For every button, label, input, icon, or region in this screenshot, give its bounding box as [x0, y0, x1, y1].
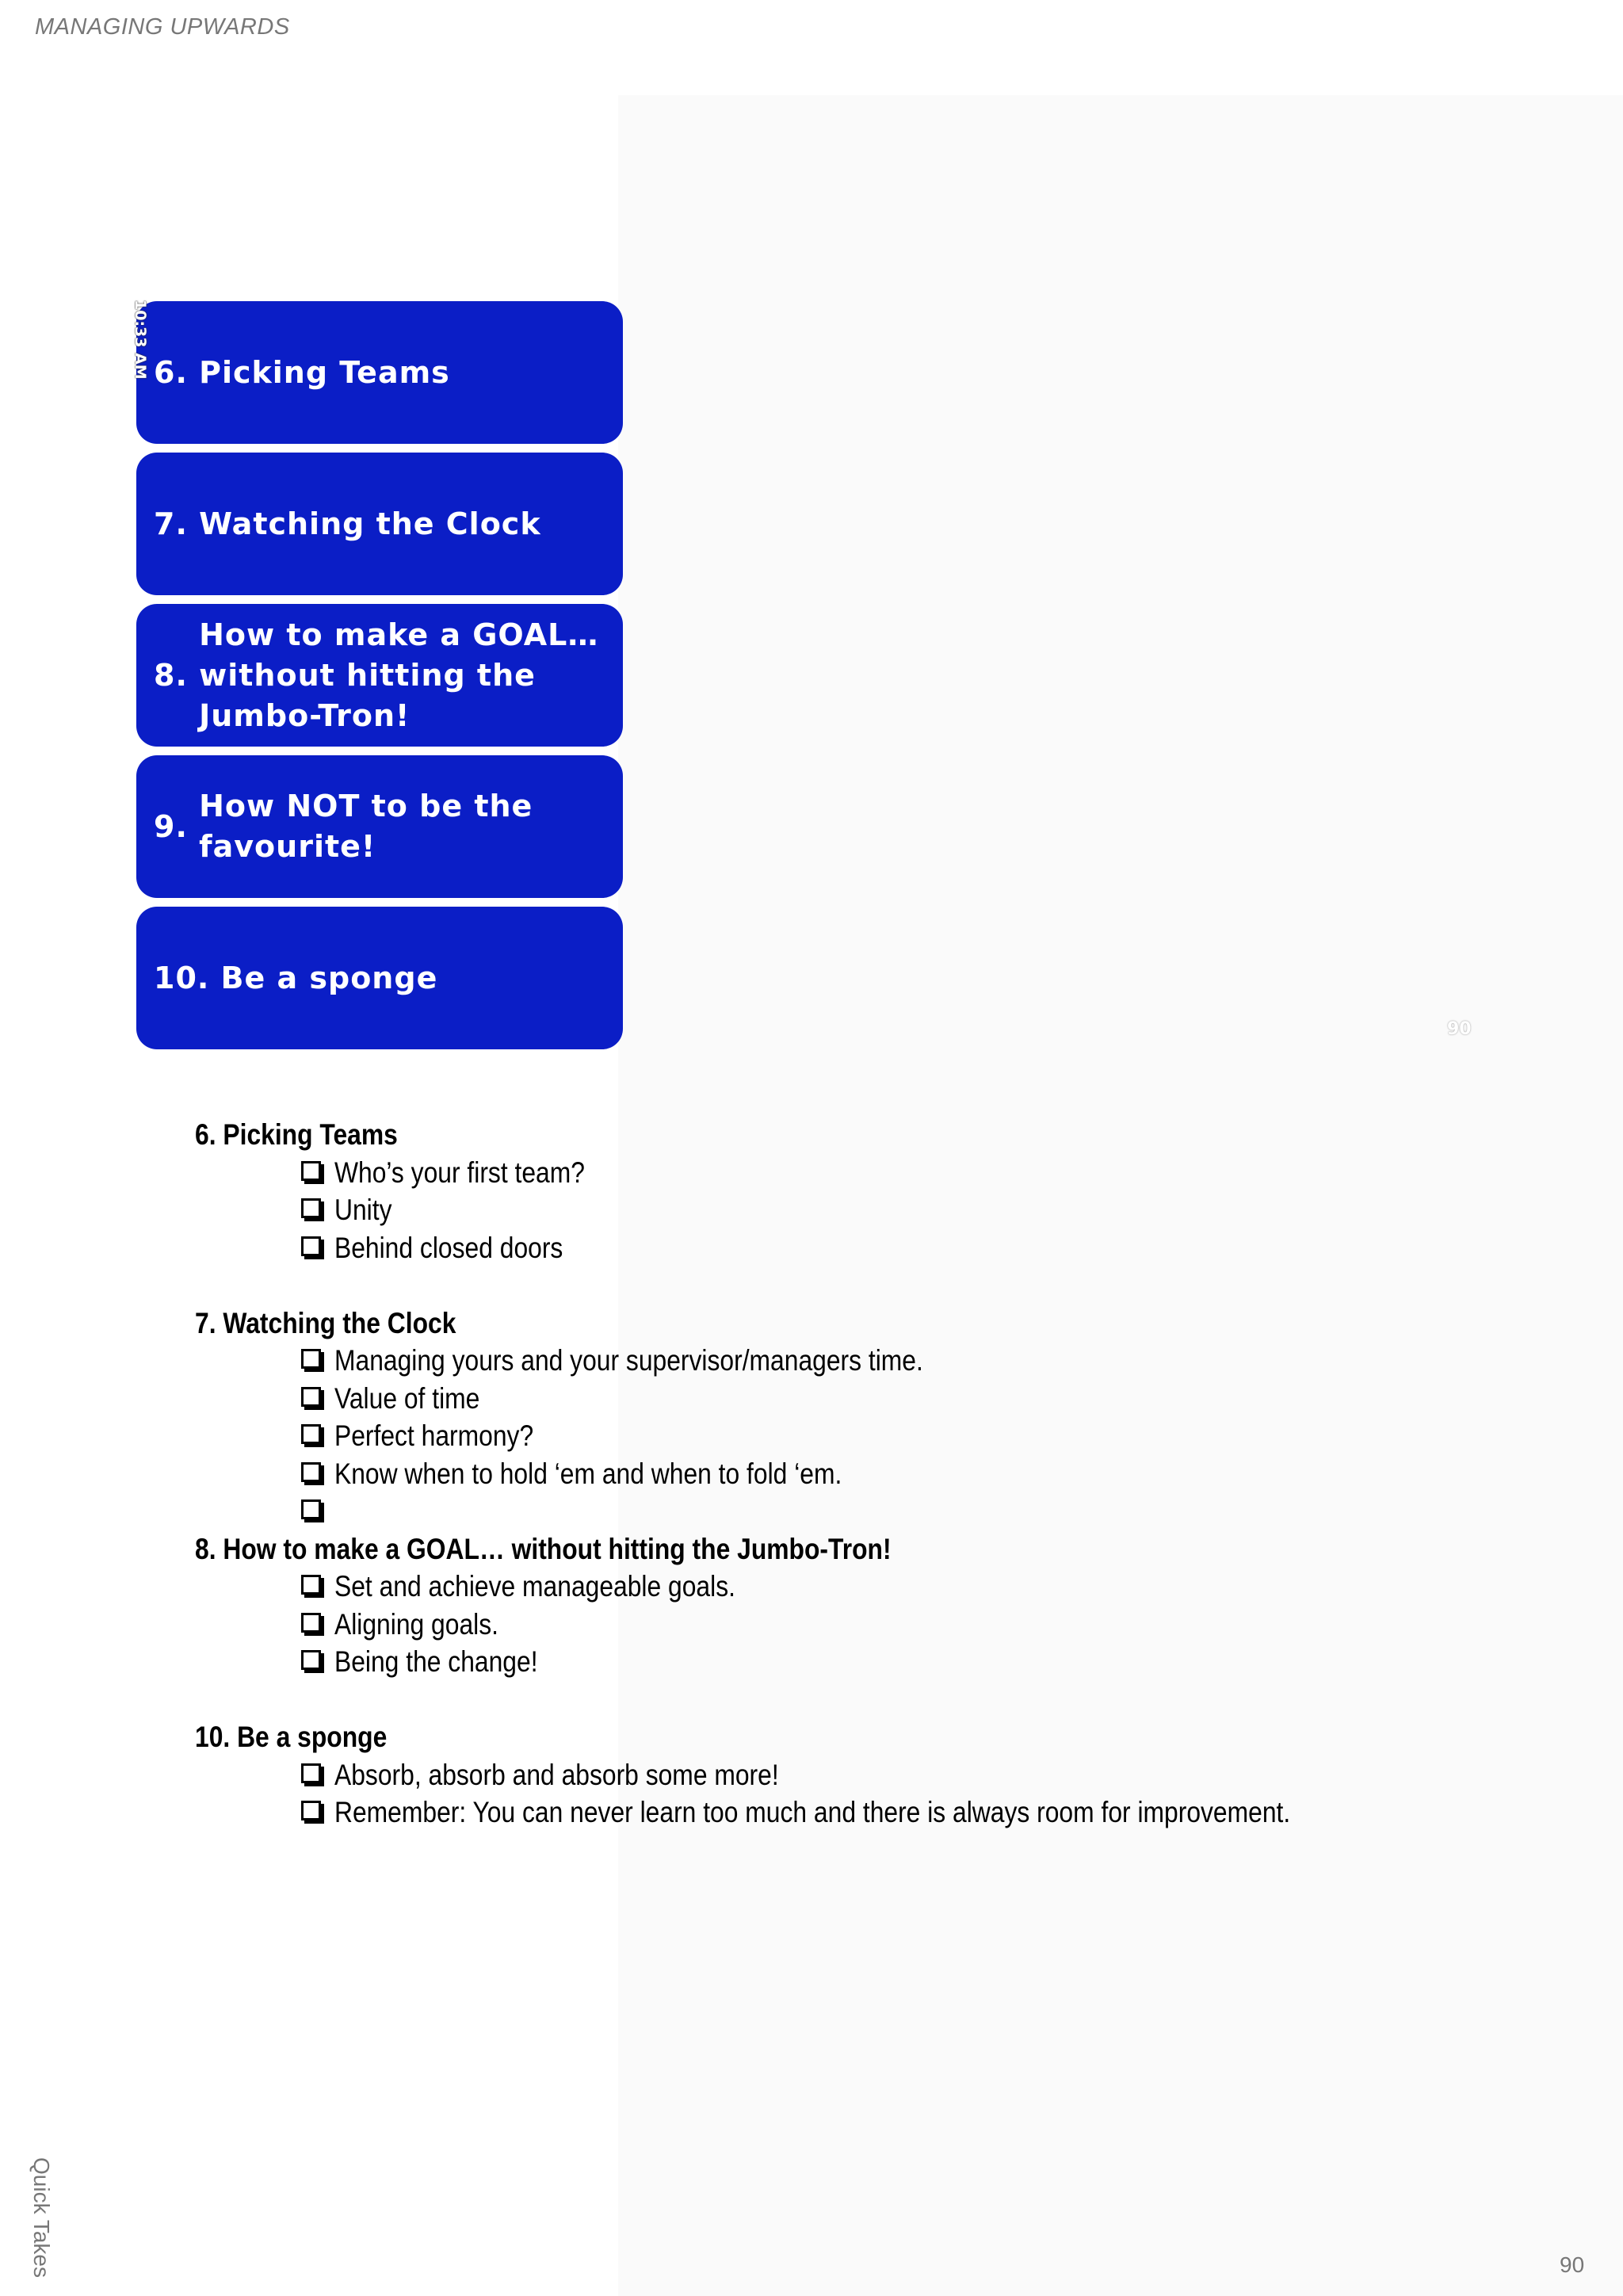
- checklist-item: [195, 1154, 1542, 1192]
- checkbox-icon: [301, 1499, 321, 1519]
- speaker-notes: [195, 1116, 1542, 1832]
- checkbox-icon: [301, 1236, 321, 1256]
- slide-box-text: Be a sponge: [220, 960, 438, 995]
- checklist-item: [195, 1342, 1542, 1380]
- checklist-item-label: Behind closed doors: [334, 1231, 563, 1264]
- slide-box-make-goal: [136, 604, 623, 747]
- checkbox-icon: [301, 1161, 321, 1181]
- page-number: 90: [1560, 2252, 1585, 2277]
- slide-box-text: How NOT to be the favourite!: [199, 789, 533, 864]
- slide-box-be-sponge: [136, 907, 623, 1049]
- checklist-item: [195, 1229, 1542, 1267]
- slide-page-number: 90: [1447, 1019, 1472, 1039]
- checklist-item-label: Managing yours and your supervisor/managers time.: [334, 1344, 923, 1377]
- slide-box-number: 10.: [154, 960, 221, 995]
- checklist-item-empty: [195, 1492, 1542, 1530]
- notes-heading: 10. Be a sponge: [195, 1721, 388, 1753]
- slide-box-text: Picking Teams: [199, 354, 450, 390]
- checklist-item-label: Perfect harmony?: [334, 1419, 534, 1452]
- notes-heading: 8. How to make a GOAL… without hitting the Jumbo-Tron!: [195, 1532, 892, 1565]
- checkbox-icon: [301, 1198, 321, 1218]
- checklist-item-label: Know when to hold ‘em and when to fold ‘em.: [334, 1457, 842, 1490]
- checkbox-icon: [301, 1613, 321, 1633]
- checkbox-icon: [301, 1575, 321, 1595]
- checklist-item-label: Absorb, absorb and absorb some more!: [334, 1758, 779, 1791]
- checkbox-icon: [301, 1462, 321, 1482]
- checklist-item: [195, 1756, 1542, 1794]
- checkbox-icon: [301, 1387, 321, 1407]
- slide-box-watching-clock: [136, 453, 623, 595]
- checklist-item: [195, 1643, 1542, 1681]
- checklist-item: [195, 1568, 1542, 1606]
- checklist-item-label: Aligning goals.: [334, 1607, 498, 1641]
- slide-box-not-favourite: [136, 755, 623, 898]
- notes-heading: 6. Picking Teams: [195, 1118, 398, 1151]
- checkbox-icon: [301, 1650, 321, 1670]
- checkbox-icon: [301, 1424, 321, 1444]
- checklist-item: [195, 1794, 1542, 1832]
- checklist-item: [195, 1606, 1542, 1644]
- checklist-item-label: Being the change!: [334, 1645, 538, 1678]
- slide-time-stamp: 10:33 AM: [132, 300, 149, 380]
- checklist-item: [195, 1380, 1542, 1418]
- checklist-item-label: Unity: [334, 1194, 392, 1226]
- slide-box-number: 9.: [154, 808, 200, 844]
- side-section-label: Quick Takes: [29, 2157, 54, 2278]
- checklist-item: [195, 1417, 1542, 1455]
- slide-box-number: 6.: [154, 354, 200, 390]
- slide-box-text: How to make a GOAL… without hitting the Jumbo-Tron!: [199, 617, 599, 733]
- slide-box-number: 7.: [154, 506, 200, 541]
- running-header: MANAGING UPWARDS: [35, 14, 290, 40]
- checklist-item-label: Remember: You can never learn too much and there is always room for improvement.: [334, 1796, 1291, 1828]
- slide-box-text: Watching the Clock: [199, 506, 541, 541]
- slide-box-number: 8.: [154, 657, 200, 693]
- checklist-item: [195, 1455, 1542, 1493]
- slide-box-picking-teams: [136, 301, 623, 444]
- checklist-item-label: Value of time: [334, 1381, 480, 1415]
- checklist-item-label: Set and achieve manageable goals.: [334, 1570, 735, 1603]
- notes-heading: 7. Watching the Clock: [195, 1306, 456, 1339]
- checkbox-icon: [301, 1349, 321, 1369]
- checklist-item-label: Who’s your first team?: [334, 1156, 585, 1189]
- checkbox-icon: [301, 1763, 321, 1783]
- spacer: [195, 1681, 1542, 1719]
- checkbox-icon: [301, 1801, 321, 1820]
- spacer: [195, 1266, 1542, 1305]
- checklist-item: [195, 1191, 1542, 1229]
